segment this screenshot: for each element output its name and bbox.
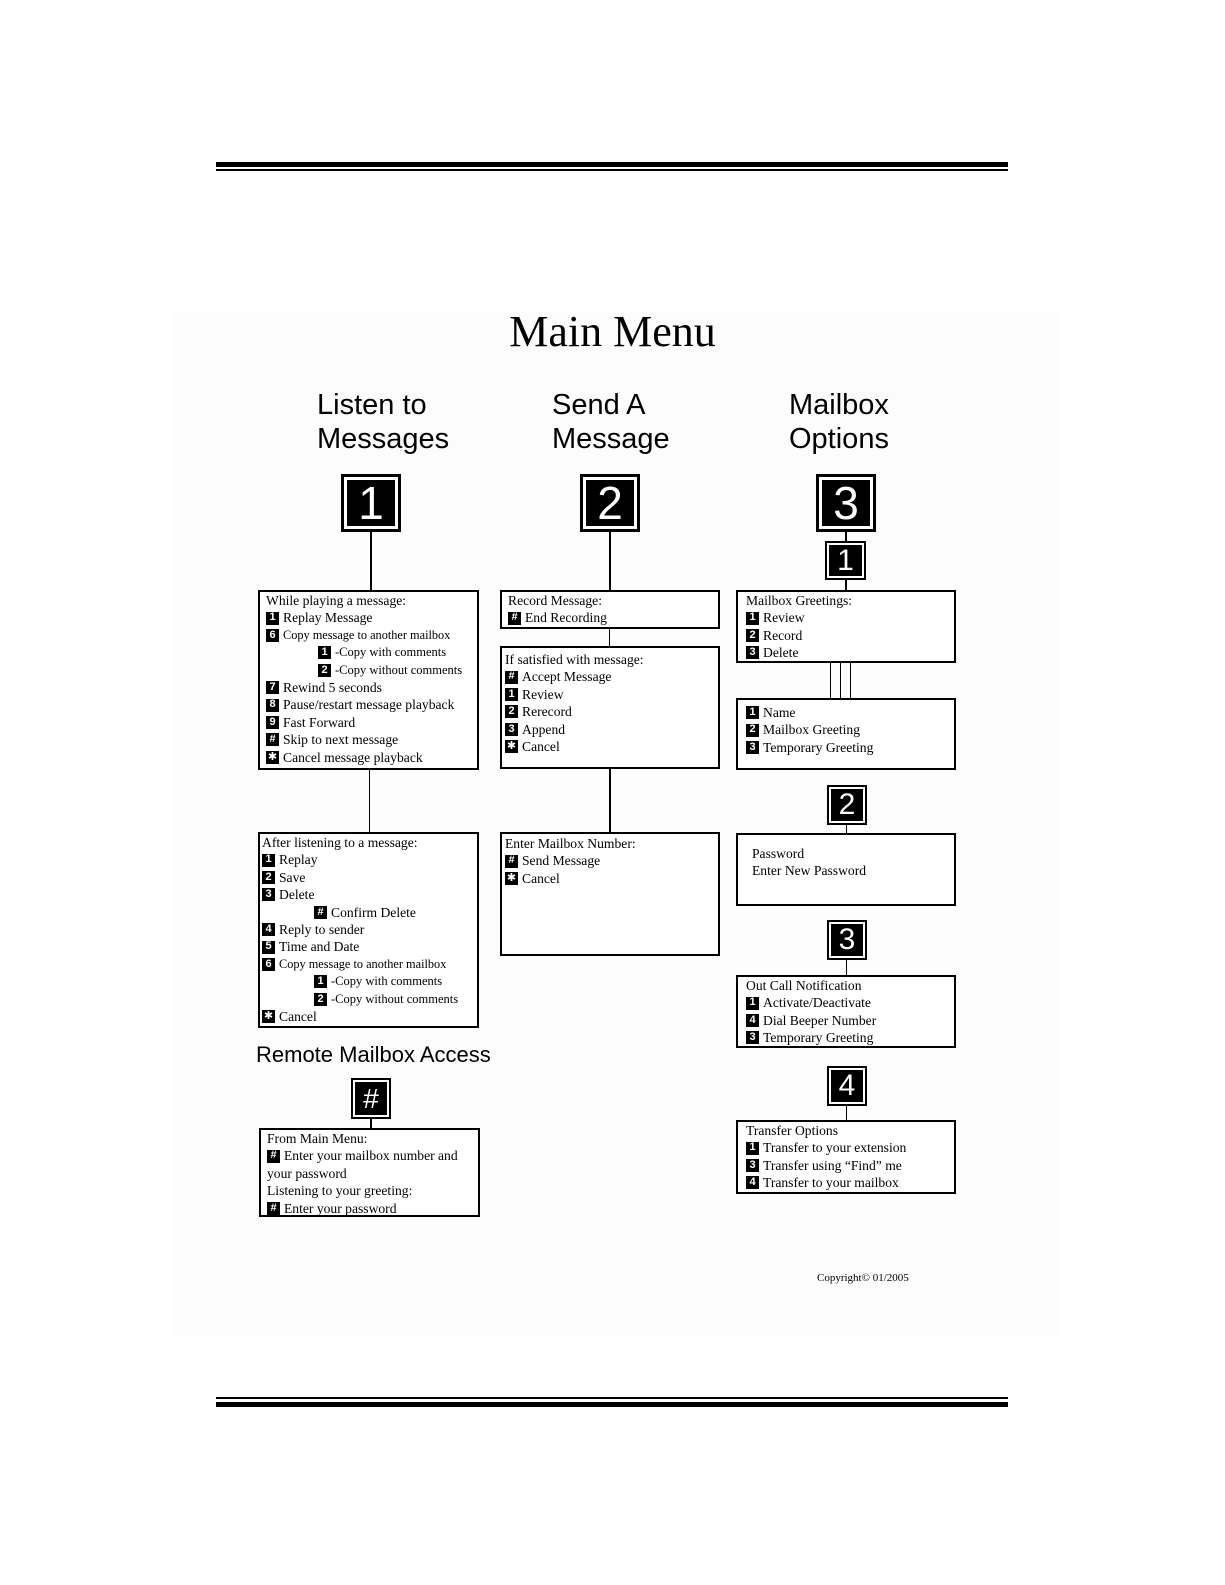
list-item[interactable]: 6 Copy message to another mailbox	[262, 956, 471, 973]
list-item[interactable]: # End Recording	[508, 609, 712, 626]
page-title: Main Menu	[509, 307, 716, 356]
list-item[interactable]: 1 Transfer to your extension	[746, 1139, 948, 1156]
box-heading: From Main Menu:	[267, 1131, 368, 1146]
bottom-rule-thin	[216, 1397, 1008, 1399]
connector	[845, 579, 847, 590]
key-icon: 1	[746, 612, 759, 625]
box-heading: Mailbox Greetings:	[746, 593, 853, 608]
key-1-listen[interactable]: 1	[341, 474, 401, 532]
key-icon: #	[266, 733, 279, 746]
box-heading: After listening to a message:	[262, 835, 418, 850]
list-item[interactable]: 5 Time and Date	[262, 938, 471, 955]
key-icon: 3	[505, 723, 518, 736]
list-item[interactable]: 7 Rewind 5 seconds	[266, 679, 471, 696]
list-item[interactable]: 2 Rerecord	[505, 703, 712, 720]
list-item[interactable]: 6 Copy message to another mailbox	[266, 627, 471, 644]
key-icon: 4	[262, 923, 275, 936]
key-icon: #	[267, 1202, 280, 1215]
list-item[interactable]: 2 Record	[746, 627, 948, 644]
key-icon: 5	[262, 941, 275, 954]
connector	[609, 532, 611, 590]
send-heading: Send A Message	[552, 389, 670, 455]
key-icon: #	[505, 855, 518, 868]
connector	[609, 629, 610, 646]
key-icon: 6	[262, 958, 275, 971]
key-icon: 2	[318, 664, 331, 677]
key-1-greetings[interactable]: 1	[825, 541, 866, 580]
key-icon: 3	[746, 741, 759, 754]
box-subheading: Listening to your greeting:	[267, 1183, 413, 1199]
record-message-box	[500, 590, 720, 629]
box-heading: Record Message:	[508, 593, 602, 608]
list-item[interactable]: # Send Message	[505, 852, 712, 869]
key-icon: 1	[262, 854, 275, 867]
key-icon: 3	[262, 888, 275, 901]
bottom-rule	[216, 1402, 1008, 1407]
connector	[609, 769, 611, 832]
list-item[interactable]: ✱ Cancel	[263, 1009, 317, 1025]
copyright: Copyright© 01/2005	[817, 1272, 909, 1284]
list-item[interactable]: Enter New Password	[752, 863, 867, 879]
key-icon: 1	[318, 646, 331, 659]
key-icon: 1	[746, 1142, 759, 1155]
list-item[interactable]: 1 -Copy with comments	[266, 644, 471, 661]
list-item[interactable]: # Confirm Delete	[262, 904, 471, 921]
key-icon: 2	[262, 871, 275, 884]
connector	[369, 769, 370, 832]
while-playing-box	[258, 590, 479, 770]
list-item[interactable]: ✱ Cancel message playback	[267, 749, 423, 765]
greeting-types-box	[736, 698, 956, 770]
list-item[interactable]: 3 Temporary Greeting	[746, 1029, 948, 1046]
list-item[interactable]: 8 Pause/restart message playback	[266, 696, 471, 713]
list-item[interactable]: 1 Review	[505, 686, 712, 703]
box-heading: Password	[752, 846, 805, 861]
list-item[interactable]: 3 Delete	[262, 886, 471, 903]
key-icon: 3	[746, 1159, 759, 1172]
key-icon: 7	[266, 681, 279, 694]
key-icon: #	[505, 671, 518, 684]
password-box	[736, 833, 956, 906]
list-item-continued: your password	[267, 1165, 347, 1181]
top-rule-thin	[216, 169, 1008, 171]
list-item[interactable]: 4 Dial Beeper Number	[746, 1012, 948, 1029]
key-icon: ✱	[506, 740, 517, 753]
list-item[interactable]: 2 Save	[262, 869, 471, 886]
list-item[interactable]: 1 Replay Message	[266, 609, 471, 626]
key-icon: 2	[746, 629, 759, 642]
key-2-send[interactable]: 2	[580, 474, 640, 532]
list-item[interactable]: 9 Fast Forward	[266, 714, 471, 731]
connector	[846, 825, 847, 833]
list-item[interactable]: 1 Name	[746, 704, 948, 721]
list-item[interactable]: 1 Replay	[262, 851, 471, 868]
list-item[interactable]: 3 Append	[505, 721, 712, 738]
after-listening-box	[258, 832, 479, 1028]
list-item[interactable]: 2 Mailbox Greeting	[746, 721, 948, 738]
key-icon: 3	[746, 1031, 759, 1044]
key-2-password[interactable]: 2	[827, 785, 867, 825]
key-icon: 3	[746, 646, 759, 659]
key-3-options[interactable]: 3	[816, 474, 876, 532]
key-icon: 1	[314, 975, 327, 988]
key-icon: ✱	[263, 1010, 274, 1023]
transfer-options-box	[736, 1120, 956, 1194]
key-icon: #	[508, 612, 521, 625]
key-icon: 2	[314, 993, 327, 1006]
list-item[interactable]: ✱ Cancel	[506, 739, 560, 755]
key-icon: #	[314, 906, 327, 919]
remote-access-box	[259, 1128, 480, 1217]
key-pound-remote[interactable]: #	[351, 1078, 391, 1119]
key-icon: 6	[266, 629, 279, 642]
key-icon: 1	[746, 706, 759, 719]
key-icon: ✱	[506, 871, 517, 884]
mailbox-greetings-box	[736, 590, 956, 663]
enter-mailbox-box	[500, 832, 720, 956]
key-3-outcall[interactable]: 3	[827, 920, 867, 960]
key-icon: ✱	[267, 750, 278, 763]
connector	[846, 1106, 847, 1121]
list-item[interactable]: 4 Reply to sender	[262, 921, 471, 938]
connector	[370, 1119, 372, 1128]
list-item[interactable]: 1 -Copy with comments	[262, 973, 471, 990]
list-item[interactable]: 3 Delete	[746, 644, 948, 661]
key-4-transfer[interactable]: 4	[827, 1066, 867, 1106]
box-heading: Enter Mailbox Number:	[505, 836, 636, 851]
if-satisfied-box	[500, 646, 720, 769]
list-item[interactable]: 1 Activate/Deactivate	[746, 994, 948, 1011]
box-heading: Out Call Notification	[746, 978, 862, 993]
list-item[interactable]: # Skip to next message	[266, 731, 471, 748]
box-heading: If satisfied with message:	[505, 652, 644, 667]
key-icon: 2	[746, 724, 759, 737]
out-call-notification-box	[736, 975, 956, 1048]
box-heading: While playing a message:	[266, 593, 407, 608]
key-icon: 1	[746, 997, 759, 1010]
list-item[interactable]: 4 Transfer to your mailbox	[746, 1174, 948, 1191]
box-heading: Transfer Options	[746, 1123, 839, 1138]
connector	[846, 960, 847, 975]
key-icon: 4	[746, 1176, 759, 1189]
list-item[interactable]: # Accept Message	[505, 668, 712, 685]
key-icon: #	[267, 1150, 280, 1163]
list-item[interactable]: 3 Transfer using “Find” me	[746, 1157, 948, 1174]
options-heading: Mailbox Options	[789, 389, 889, 455]
key-icon: 2	[505, 705, 518, 718]
list-item[interactable]: 2 -Copy without comments	[266, 662, 471, 679]
key-icon: 8	[266, 699, 279, 712]
list-item[interactable]: # Enter your password	[267, 1200, 472, 1217]
key-icon: 4	[746, 1014, 759, 1027]
listen-heading: Listen to Messages	[317, 389, 450, 455]
connector	[370, 532, 372, 590]
list-item[interactable]: 3 Temporary Greeting	[746, 739, 948, 756]
key-icon: 1	[266, 612, 279, 625]
list-item[interactable]: 1 Review	[746, 609, 948, 626]
remote-access-title: Remote Mailbox Access	[256, 1042, 491, 1067]
key-icon: 1	[505, 688, 518, 701]
list-item[interactable]: # Enter your mailbox number and	[267, 1147, 472, 1164]
key-icon: 9	[266, 716, 279, 729]
list-item[interactable]: ✱ Cancel	[506, 870, 560, 886]
top-rule	[216, 162, 1008, 167]
list-item[interactable]: 2 -Copy without comments	[262, 991, 471, 1008]
